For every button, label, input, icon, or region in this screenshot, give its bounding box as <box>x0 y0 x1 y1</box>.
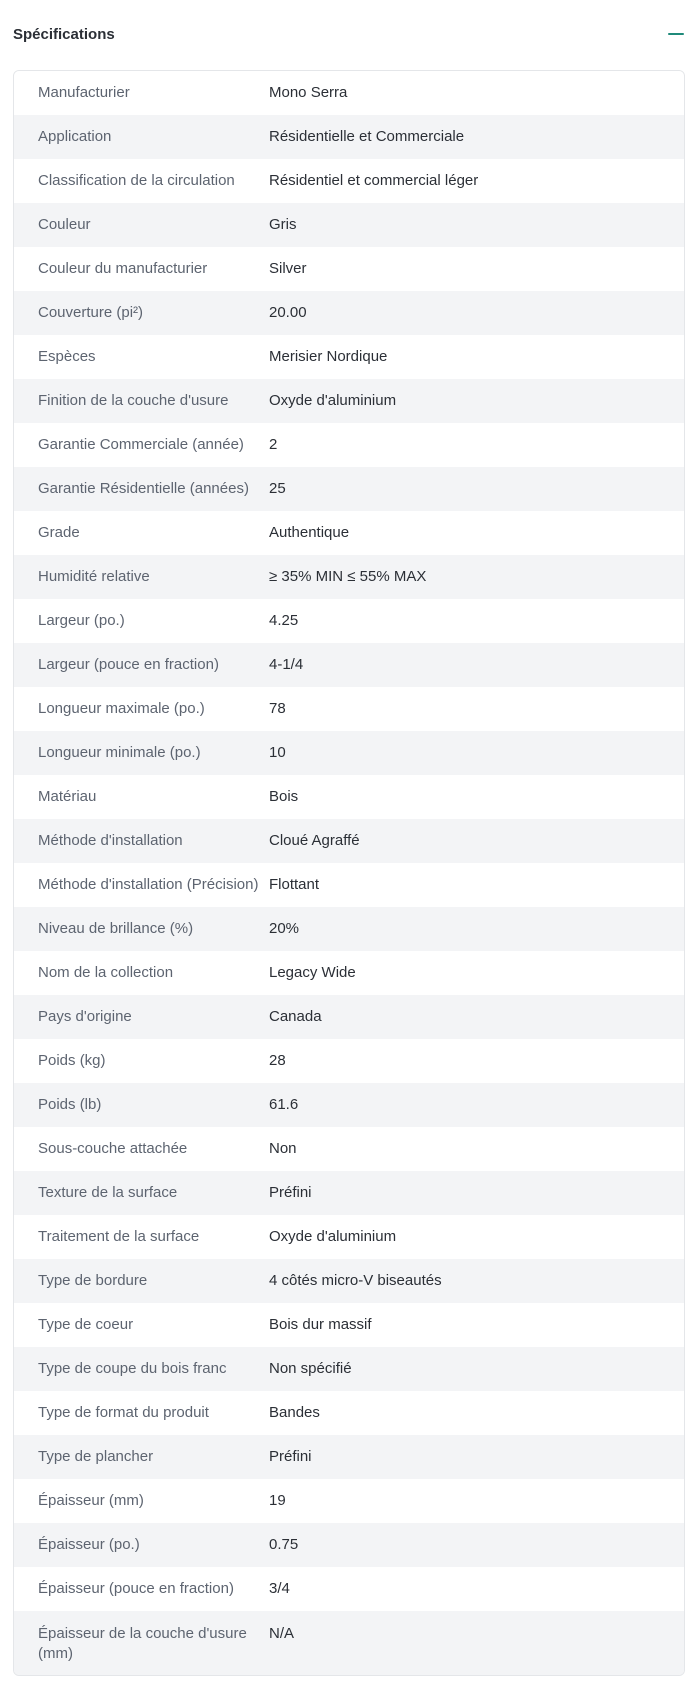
spec-row <box>14 1259 684 1303</box>
spec-row <box>14 907 684 951</box>
spec-row <box>14 951 684 995</box>
spec-label: Épaisseur (po.) <box>38 1536 140 1553</box>
spec-value: Préfini <box>269 1184 312 1201</box>
spec-label: Humidité relative <box>38 568 150 585</box>
spec-label: Garantie Commerciale (année) <box>38 436 244 453</box>
spec-label: Poids (lb) <box>38 1096 102 1113</box>
spec-row <box>14 203 684 247</box>
spec-label: Largeur (pouce en fraction) <box>38 656 219 673</box>
minus-icon-bar <box>668 33 684 35</box>
spec-label: Longueur minimale (po.) <box>38 744 201 761</box>
spec-label: Épaisseur de la couche d'usure (mm) <box>38 1625 247 1662</box>
spec-label: Pays d'origine <box>38 1008 132 1025</box>
spec-row <box>14 115 684 159</box>
spec-value: Legacy Wide <box>269 964 356 981</box>
spec-value: 28 <box>269 1052 286 1069</box>
spec-value: 0.75 <box>269 1536 299 1553</box>
spec-row <box>14 1303 684 1347</box>
minus-icon[interactable] <box>667 25 685 43</box>
spec-value: Non <box>269 1140 297 1157</box>
spec-label: Poids (kg) <box>38 1052 106 1069</box>
spec-label: Couverture (pi²) <box>38 304 144 321</box>
spec-value: 3/4 <box>269 1580 290 1597</box>
spec-value: Oxyde d'aluminium <box>269 1228 397 1245</box>
spec-value: 4.25 <box>269 612 299 629</box>
spec-row <box>14 819 684 863</box>
spec-label: Type de format du produit <box>38 1404 209 1421</box>
spec-label: Finition de la couche d'usure <box>38 392 229 409</box>
spec-value: 20% <box>269 920 300 937</box>
spec-value: 25 <box>269 480 286 497</box>
spec-label: Méthode d'installation (Précision) <box>38 876 259 893</box>
spec-label: Matériau <box>38 788 97 805</box>
spec-value: 4-1/4 <box>269 656 304 673</box>
spec-row <box>14 687 684 731</box>
spec-row <box>14 1347 684 1391</box>
section-title: Spécifications <box>13 25 115 43</box>
spec-label: Application <box>38 128 112 145</box>
spec-label: Texture de la surface <box>38 1184 178 1201</box>
spec-row <box>14 1611 684 1675</box>
spec-label: Type de bordure <box>38 1272 148 1289</box>
spec-value: Merisier Nordique <box>269 348 388 365</box>
spec-label: Type de coeur <box>38 1316 134 1333</box>
spec-row <box>14 247 684 291</box>
spec-row <box>14 555 684 599</box>
spec-label: Longueur maximale (po.) <box>38 700 205 717</box>
spec-value: Canada <box>269 1008 322 1025</box>
spec-value: 2 <box>269 436 278 453</box>
spec-value: Bois dur massif <box>269 1316 372 1333</box>
spec-label: Sous-couche attachée <box>38 1140 188 1157</box>
spec-row <box>14 1215 684 1259</box>
spec-value: 78 <box>269 700 286 717</box>
spec-value: 61.6 <box>269 1096 299 1113</box>
spec-value: ≥ 35% MIN ≤ 55% MAX <box>269 568 427 585</box>
spec-label: Garantie Résidentielle (années) <box>38 480 249 497</box>
spec-value: Authentique <box>269 524 350 541</box>
spec-row <box>14 1127 684 1171</box>
spec-row <box>14 71 684 115</box>
spec-row <box>14 599 684 643</box>
spec-label: Type de plancher <box>38 1448 154 1465</box>
spec-label: Épaisseur (mm) <box>38 1492 144 1509</box>
spec-row <box>14 1479 684 1523</box>
specifications-table <box>13 70 685 1676</box>
spec-value: 4 côtés micro-V biseautés <box>269 1272 442 1289</box>
spec-label: Couleur du manufacturier <box>38 260 208 277</box>
spec-row <box>14 511 684 555</box>
spec-value: Mono Serra <box>269 84 348 101</box>
spec-value: 10 <box>269 744 286 761</box>
spec-value: Gris <box>269 216 297 233</box>
spec-value: N/A <box>269 1625 295 1642</box>
spec-label: Épaisseur (pouce en fraction) <box>38 1580 234 1597</box>
spec-row <box>14 1391 684 1435</box>
spec-row <box>14 731 684 775</box>
spec-row <box>14 643 684 687</box>
spec-label: Couleur <box>38 216 91 233</box>
spec-value: Silver <box>269 260 307 277</box>
spec-label: Largeur (po.) <box>38 612 125 629</box>
spec-value: Préfini <box>269 1448 312 1465</box>
spec-row <box>14 379 684 423</box>
spec-value: Oxyde d'aluminium <box>269 392 397 409</box>
spec-value: 20.00 <box>269 304 307 321</box>
spec-label: Méthode d'installation <box>38 832 183 849</box>
spec-value: 19 <box>269 1492 286 1509</box>
spec-row <box>14 1523 684 1567</box>
spec-value: Non spécifié <box>269 1360 352 1377</box>
spec-label: Type de coupe du bois franc <box>38 1360 227 1377</box>
spec-row <box>14 1083 684 1127</box>
spec-row <box>14 467 684 511</box>
spec-value: Cloué Agraffé <box>269 832 360 849</box>
spec-value: Bois <box>269 788 299 805</box>
spec-row <box>14 1039 684 1083</box>
spec-row <box>14 1567 684 1611</box>
spec-row <box>14 423 684 467</box>
spec-value: Résidentiel et commercial léger <box>269 172 479 189</box>
spec-label: Espèces <box>38 348 96 365</box>
spec-row <box>14 1171 684 1215</box>
spec-row <box>14 335 684 379</box>
spec-value: Bandes <box>269 1404 320 1421</box>
spec-label: Manufacturier <box>38 84 130 101</box>
spec-label: Traitement de la surface <box>38 1228 200 1245</box>
spec-label: Niveau de brillance (%) <box>38 920 194 937</box>
spec-label: Grade <box>38 524 80 541</box>
spec-label: Classification de la circulation <box>38 172 235 189</box>
spec-row <box>14 863 684 907</box>
spec-row <box>14 291 684 335</box>
spec-row <box>14 159 684 203</box>
spec-row <box>14 1435 684 1479</box>
spec-row <box>14 775 684 819</box>
spec-row <box>14 995 684 1039</box>
spec-value: Résidentielle et Commerciale <box>269 128 465 145</box>
spec-value: Flottant <box>269 876 320 893</box>
specifications-header[interactable] <box>0 0 698 68</box>
spec-label: Nom de la collection <box>38 964 174 981</box>
